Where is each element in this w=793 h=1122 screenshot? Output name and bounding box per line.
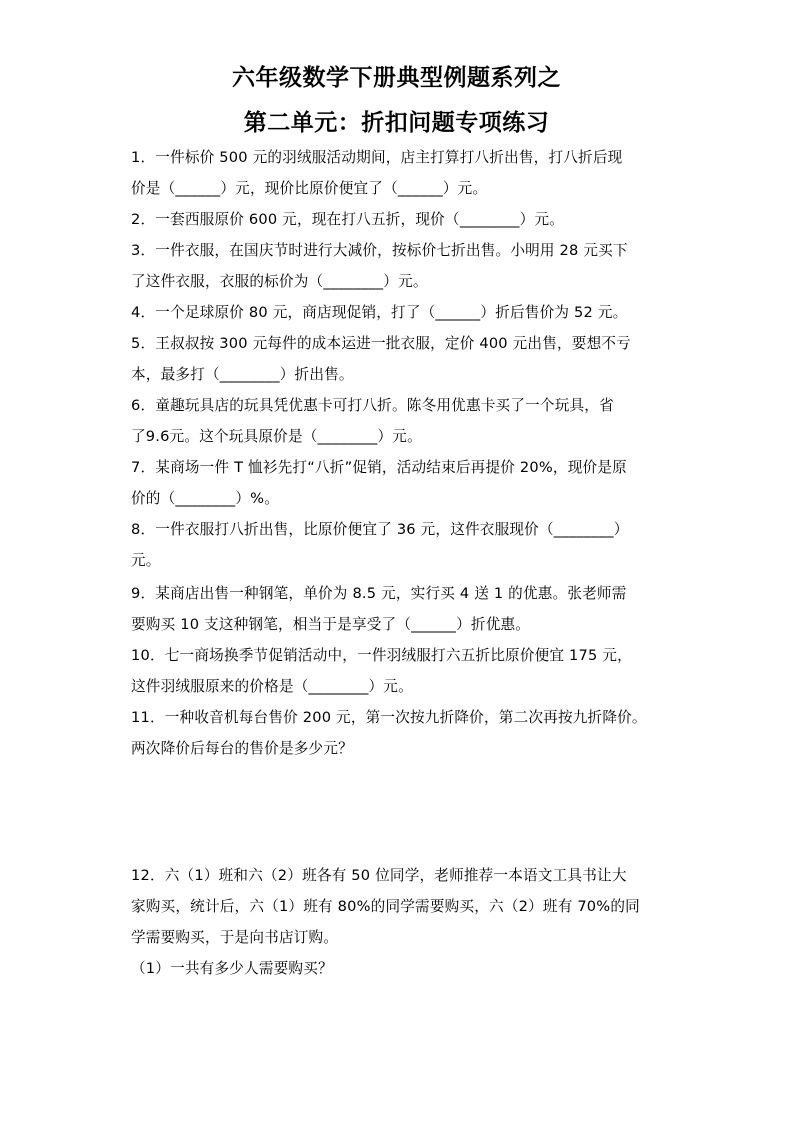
question-line: 9．某商店出售一种钢笔，单价为 8.5 元，实行买 4 送 1 的优惠。张老师需 (131, 585, 627, 602)
document-subtitle: 第二单元：折扣问题专项练习 (243, 110, 550, 136)
question-line: 要购买 10 支这种钢笔，相当于是享受了（______）折优惠。 (131, 616, 531, 633)
question-line: 8．一件衣服打八折出售，比原价便宜了 36 元，这件衣服现价（________） (131, 521, 629, 538)
question-line: 价的（________）%。 (131, 490, 280, 507)
question-line: 12．六（1）班和六（2）班各有 50 位同学，老师推荐一本语文工具书让大 (131, 867, 627, 884)
question-line: 了9.6元。这个玩具原价是（________）元。 (131, 428, 422, 445)
question-line: 价是（______）元，现价比原价便宜了（______）元。 (131, 180, 488, 197)
question-line: 家购买，统计后，六（1）班有 80%的同学需要购买，六（2）班有 70%的同 (131, 898, 640, 915)
question-line: 10．七一商场换季节促销活动中，一件羽绒服打六五折比原价便宜 175 元， (131, 647, 632, 664)
question-line: 3．一件衣服，在国庆节时进行大减价，按标价七折出售。小明用 28 元买下 (131, 242, 628, 259)
sub-question-line: （1）一共有多少人需要购买？ (131, 960, 333, 977)
question-line: 了这件衣服，衣服的标价为（________）元。 (131, 273, 428, 290)
question-line: 学需要购买，于是向书店订购。 (131, 929, 339, 946)
question-line: 11．一种收音机每台售价 200 元，第一次按九折降价，第二次再按九折降价。 (131, 709, 647, 726)
question-line: 这件羽绒服原来的价格是（________）元。 (131, 678, 413, 695)
question-line: 6．童趣玩具店的玩具凭优惠卡可打八折。陈冬用优惠卡买了一个玩具，省 (131, 397, 614, 414)
document-title: 六年级数学下册典型例题系列之 (232, 65, 561, 91)
question-line: 2．一套西服原价 600 元，现在打八五折，现价（________）元。 (131, 211, 565, 228)
question-line: 4．一个足球原价 80 元，商店现促销，打了（______）折后售价为 52 元。 (131, 304, 628, 321)
question-line: 两次降价后每台的售价是多少元？ (131, 740, 353, 757)
question-line: 1．一件标价 500 元的羽绒服活动期间，店主打算打八折出售，打八折后现 (131, 149, 623, 166)
question-line: 7．某商场一件 T 恤衫先打“八折”促销，活动结束后再提价 20%，现价是原 (131, 459, 627, 476)
question-line: 元。 (131, 552, 161, 569)
question-line: 5．王叔叔按 300 元每件的成本运进一批衣服，定价 400 元出售，要想不亏 (131, 335, 631, 352)
question-line: 本，最多打（________）折出售。 (131, 366, 354, 383)
